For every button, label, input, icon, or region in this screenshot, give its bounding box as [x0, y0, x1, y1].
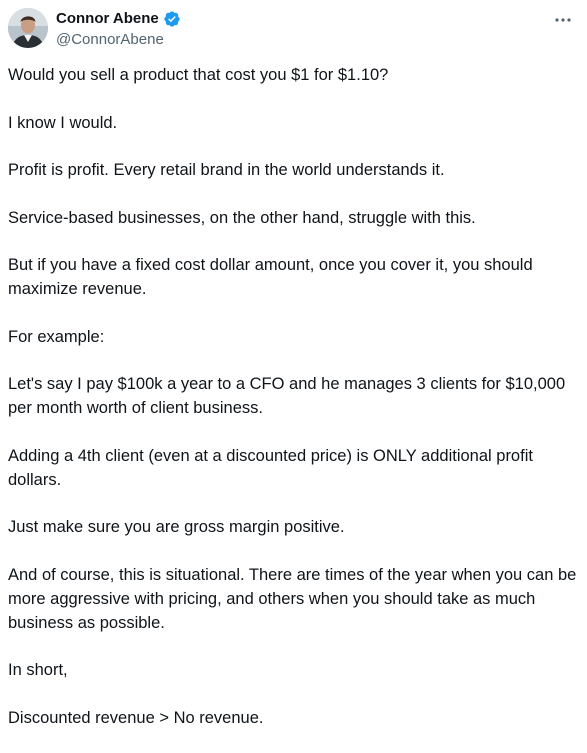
- paragraph: Service-based businesses, on the other hand, struggle with this.: [8, 208, 476, 227]
- paragraph: Profit is profit. Every retail brand in the world understands it.: [8, 161, 445, 179]
- paragraph: And of course, this is situational. There are times of the year when you can be more aggressive with pricing, and others when you should take as much business as possible.: [8, 565, 577, 632]
- paragraph: I know I would.: [8, 113, 118, 132]
- paragraph: Would you sell a product that cost you $1 for $1.10?: [8, 66, 389, 84]
- name-row: [56, 9, 181, 29]
- tweet-header: [8, 8, 587, 52]
- paragraph: Just make sure you are gross margin positive.: [8, 518, 345, 536]
- paragraph: For example:: [8, 327, 105, 346]
- paragraph: Let's say I pay $100k a year to a CFO and he manages 3 clients for $10,000 per month worth of client business.: [8, 375, 566, 417]
- avatar[interactable]: [8, 8, 48, 48]
- display-name[interactable]: Connor Abene: [56, 10, 159, 27]
- paragraph: But if you have a fixed cost dollar amount, once you cover it, you should maximize revenue.: [8, 256, 533, 298]
- paragraph: Adding a 4th client (even at a discounted price) is ONLY additional profit dollars.: [8, 446, 533, 489]
- paragraph: Discounted revenue > No revenue.: [8, 708, 264, 727]
- paragraph: In short,: [8, 661, 68, 679]
- more-dots-icon[interactable]: [553, 10, 573, 30]
- verified-badge-icon: [163, 10, 181, 28]
- avatar-photo: [8, 8, 48, 48]
- tweet-body: [8, 63, 580, 753]
- user-handle[interactable]: @ConnorAbene: [56, 31, 164, 48]
